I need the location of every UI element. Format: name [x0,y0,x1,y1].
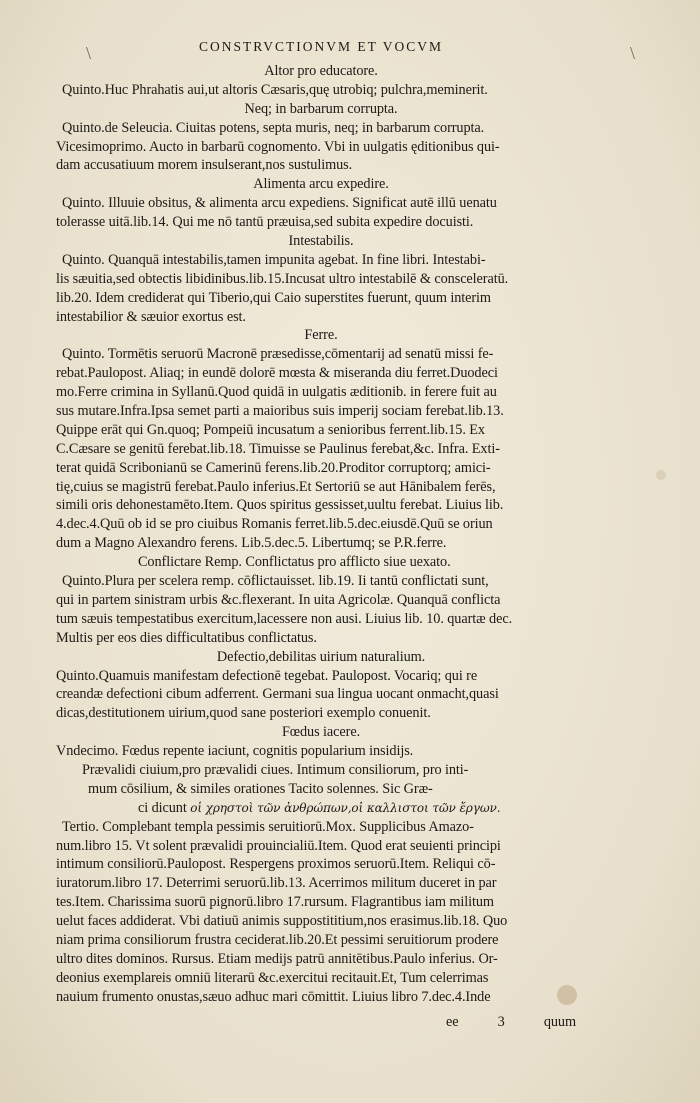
line-text: Quippe erāt qui Gn.quoq; Pompeiū incusatum a senioribus ferrent.lib.15. Ex [56,421,485,438]
line-text: Fœdus iacere. [281,724,361,741]
line-text: dum a Magno Alexandro ferens. Lib.5.dec.5. Libertumq; se P.R.ferre. [56,535,447,552]
page-footer [56,1013,586,1032]
text-line [56,213,586,232]
line-text: lis sæuitia,sed obtectis libidinibus.lib.15.Incusat ultro intestabilē & consceleratū. [56,270,509,287]
text-line [56,969,586,988]
line-text: terat quidā Scribonianū se Camerinū ferens.lib.20.Proditor corruptorq; amici- [56,459,491,476]
line-text: Quinto.Huc Phrahatis aui,ut altoris Cæsaris,quę utrobiq; pulchra,meminerit. [62,81,488,98]
line-text: 4.dec.4.Quū ob id se pro ciuibus Romanis ferret.lib.5.dec.eiusdē.Quū se oriun [56,516,493,533]
line-text: intestabilior & sæuior exortus est. [56,308,246,325]
line-text: Defectio,debilitas uirium naturalium. [216,648,426,665]
text-line [56,138,586,157]
line-text: tię,cuius se magistrū ferebat.Paulo inferius.Et Sertoriū se aut Hānibalem ferēs, [56,478,496,495]
line-text: tolerasse uitā.lib.14. Qui me nō tantū præuisa,sed subita expedire docuisti. [56,214,474,231]
line-text: creandæ defectioni cibum adferrent. Germani sua lingua uocant onmacht,quasi [56,686,499,703]
line-text: Quinto.de Seleucia. Ciuitas potens, septa muris, neq; in barbarum corrupta. [62,119,485,136]
text-line [56,742,586,761]
line-text: ci dicunt [138,799,187,816]
ink-stain [656,470,666,480]
line-text: mo.Ferre crimina in Syllanū.Quod quidā in uulgatis æditionib. in ferere fuit au [56,384,497,401]
text-line [56,761,586,780]
text-line [56,534,586,553]
text-line [56,308,586,327]
line-text: dam accusatiuum morem insulserant,nos sustulimus. [56,157,353,174]
text-line [56,270,586,289]
corner-mark-left: \ [86,43,92,63]
line-text: Ferre. [304,327,338,344]
text-line [56,345,586,364]
line-text: simili oris dehonestamēto.Item. Quos spiritus gessisset,uultu ferebat. Liuius lib. [56,497,504,514]
text-line [56,893,586,912]
text-line [56,874,586,893]
line-text: Conflictare Remp. Conflictatus pro afflicto siue uexato. [138,554,451,571]
text-line [56,515,586,534]
text-line [56,837,586,856]
line-text: ultro dites dominos. Rursus. Etiam medijs patrū annitētibus.Paulo inferius. Or- [56,950,498,967]
line-text: Vndecimo. Fœdus repente iaciunt, cognitis popularium insidijs. [56,743,414,760]
section-heading [56,175,586,194]
text-line [56,421,586,440]
text-line [56,704,586,723]
line-text: deonius exemplareis omniū literarū &c.exercitui recitauit.Et, Tum celerrimas [56,969,489,986]
section-heading [56,62,586,81]
line-text: uelut faces addiderat. Vbi datiuū animis suppostititium,nos erasimus.lib.18. Quo [56,913,508,930]
line-text: num.libro 15. Vt solent prævalidi prouincialiū.Item. Quod erat seuienti principi [56,837,501,854]
line-text: Altor pro educatore. [264,63,378,79]
line-text: Multis per eos dies difficultatibus conflictatus. [56,629,317,646]
text-line [56,610,586,629]
greek-phrase: οἱ χρηστοὶ τῶν ἀνθρώπων,οἱ καλλιστοι τῶν ἔργων. [190,800,501,815]
corner-mark-right: \ [630,43,636,63]
line-text: iuratorum.libro 17. Deterrimi seruorū.lib.13. Acerrimos militum duceret in par [56,875,497,892]
text-line [56,629,586,648]
text-line [56,81,586,100]
text-line [56,855,586,874]
page-number: 3 [497,1013,505,1030]
text-line [56,818,586,837]
text-line [56,289,586,308]
text-line [56,402,586,421]
text-line [56,685,586,704]
text-block [56,38,586,1031]
text-line [56,931,586,950]
line-text: Neq; in barbarum corrupta. [244,100,398,117]
text-line [56,591,586,610]
section-heading [56,723,586,742]
text-line [56,988,586,1007]
text-line [56,553,586,572]
text-line [56,156,586,175]
text-line [56,440,586,459]
line-text: rebat.Paulopost. Aliaq; in eundē dolorē mœsta & miseranda diu ferret.Duodeci [56,365,498,382]
line-text: Alimenta arcu expedire. [253,176,389,193]
text-line [56,364,586,383]
line-text: Prævalidi ciuium,pro prævalidi ciues. Intimum consiliorum, pro inti- [82,761,469,778]
text-line [56,383,586,402]
line-text: Quinto. Tormētis seruorū Macronē præsedisse,cōmentarij ad senatū missi fe- [62,346,494,363]
text-line [56,251,586,270]
line-text: niam prima consiliorum frustra ceciderat.lib.20.Et pessimi seruitiorum prodere [56,931,499,948]
line-text: nauium frumento onustas,sæuo adhuc mari cōmittit. Liuius libro 7.dec.4.Inde [56,988,491,1005]
line-text: dicas,destitutionem uirium,quod sane posteriori exemplo conuenit. [56,705,431,722]
line-text: intimum consiliorū.Paulopost. Respergens proximos seruorū.Item. Reliqui cō- [56,856,496,873]
line-text: Quinto. Quanquā intestabilis,tamen impunita agebat. In fine libri. Intestabi- [62,251,486,268]
line-text: Intestabilis. [288,233,354,250]
line-text: Vicesimoprimo. Aucto in barbarū cognomento. Vbi in uulgatis ęditionibus qui- [56,138,500,155]
text-line [56,572,586,591]
running-head: CONSTRVCTIONVM ET VOCVM [199,39,443,54]
line-text: mum cōsilium, & similes orationes Tacito solennes. Sic Græ- [88,780,433,797]
text-line [56,950,586,969]
text-line [56,667,586,686]
text-line [56,459,586,478]
text-line [56,912,586,931]
text-line [56,780,586,799]
section-heading [56,232,586,251]
section-heading [56,326,586,345]
text-line [56,119,586,138]
text-line [56,496,586,515]
line-text: Quinto.Plura per scelera remp. cōflictauisset. lib.19. Ii tantū conflictati sunt, [62,573,489,590]
line-text: Quinto.Quamuis manifestam defectionē tegebat. Paulopost. Vocariq; qui re [56,667,478,684]
line-text: lib.20. Idem crediderat qui Tiberio,qui Caio superstites fuerunt, quum interim [56,289,491,306]
signature-mark: ee [446,1013,459,1030]
line-text: Tertio. Complebant templa pessimis seruitiorū.Mox. Supplicibus Amazo- [62,818,474,835]
section-heading [56,648,586,667]
line-text: tum sæuis tempestatibus exercitum,lacessere non ausi. Liuius lib. 10. quartæ dec. [56,610,513,627]
section-heading [56,100,586,119]
text-line [56,799,586,818]
body-lines [56,62,586,1007]
line-text: C.Cæsare se genitū ferebat.lib.18. Timuisse se Paulinus ferebat,&c. Infra. Exti- [56,440,500,457]
line-text: qui in partem sinistram urbis &c.flexerant. In uita Agricolæ. Quanquā conflicta [56,591,501,608]
line-text: tes.Item. Charissima suorū pignorū.libro 17.rursum. Flagrantibus iam militum [56,894,494,911]
line-text: sus mutare.Infra.Ipsa semet parti a maioribus suis imperij sociam ferebat.lib.13. [56,403,504,420]
line-text: Quinto. Illuuie obsitus, & alimenta arcu expediens. Significat autē illū uenatu [62,195,497,212]
text-line [56,194,586,213]
text-line [56,478,586,497]
catchword: quum [543,1013,576,1030]
